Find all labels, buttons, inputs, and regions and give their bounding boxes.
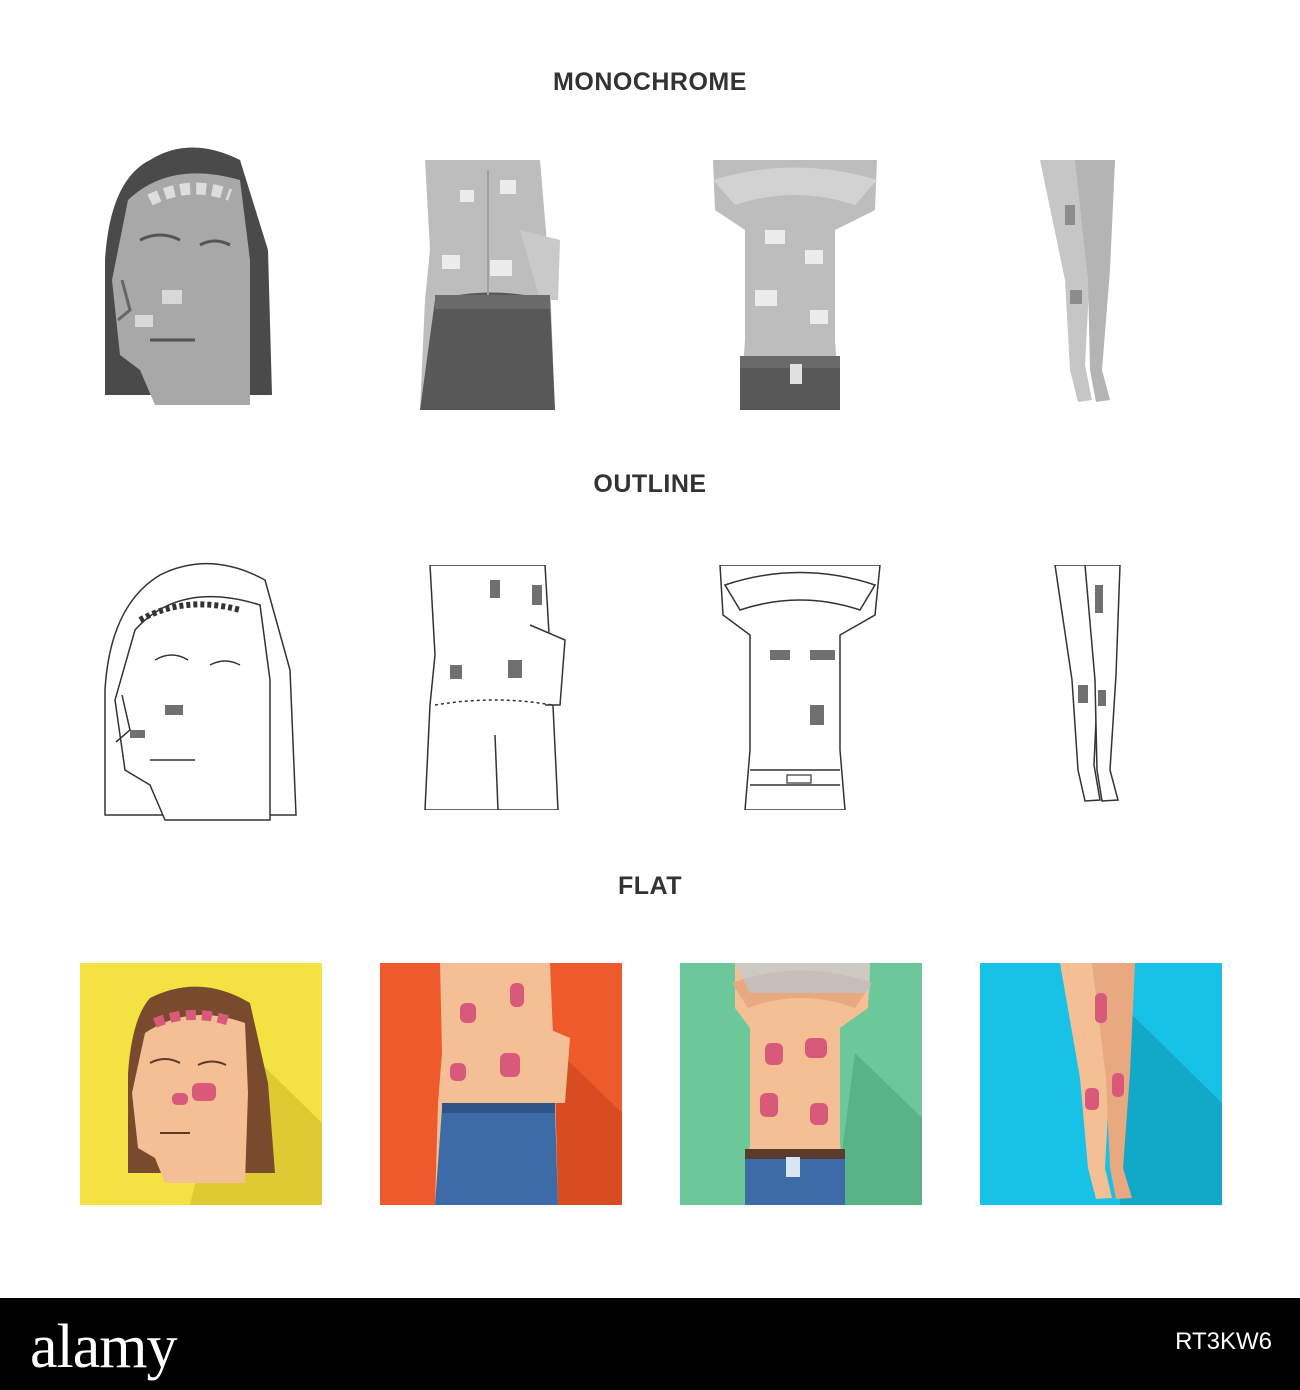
back-icon (380, 963, 622, 1205)
back-icon (410, 565, 580, 810)
head-icon (100, 140, 280, 410)
head-icon (100, 560, 310, 825)
section-title-monochrome: MONOCHROME (553, 68, 747, 96)
torso-icon (715, 565, 885, 810)
watermark-image-id: RT3KW6 (1175, 1328, 1272, 1355)
watermark-bar (0, 1298, 1300, 1390)
torso-icon (705, 160, 885, 410)
legs-icon (980, 963, 1222, 1205)
torso-icon (680, 963, 922, 1205)
back-icon (400, 160, 580, 410)
watermark-logo: alamy (30, 1313, 177, 1381)
legs-icon (1030, 160, 1130, 410)
head-icon (80, 963, 322, 1205)
legs-icon (1040, 565, 1140, 805)
section-title-outline: OUTLINE (593, 470, 707, 498)
section-title-flat: FLAT (617, 872, 682, 900)
